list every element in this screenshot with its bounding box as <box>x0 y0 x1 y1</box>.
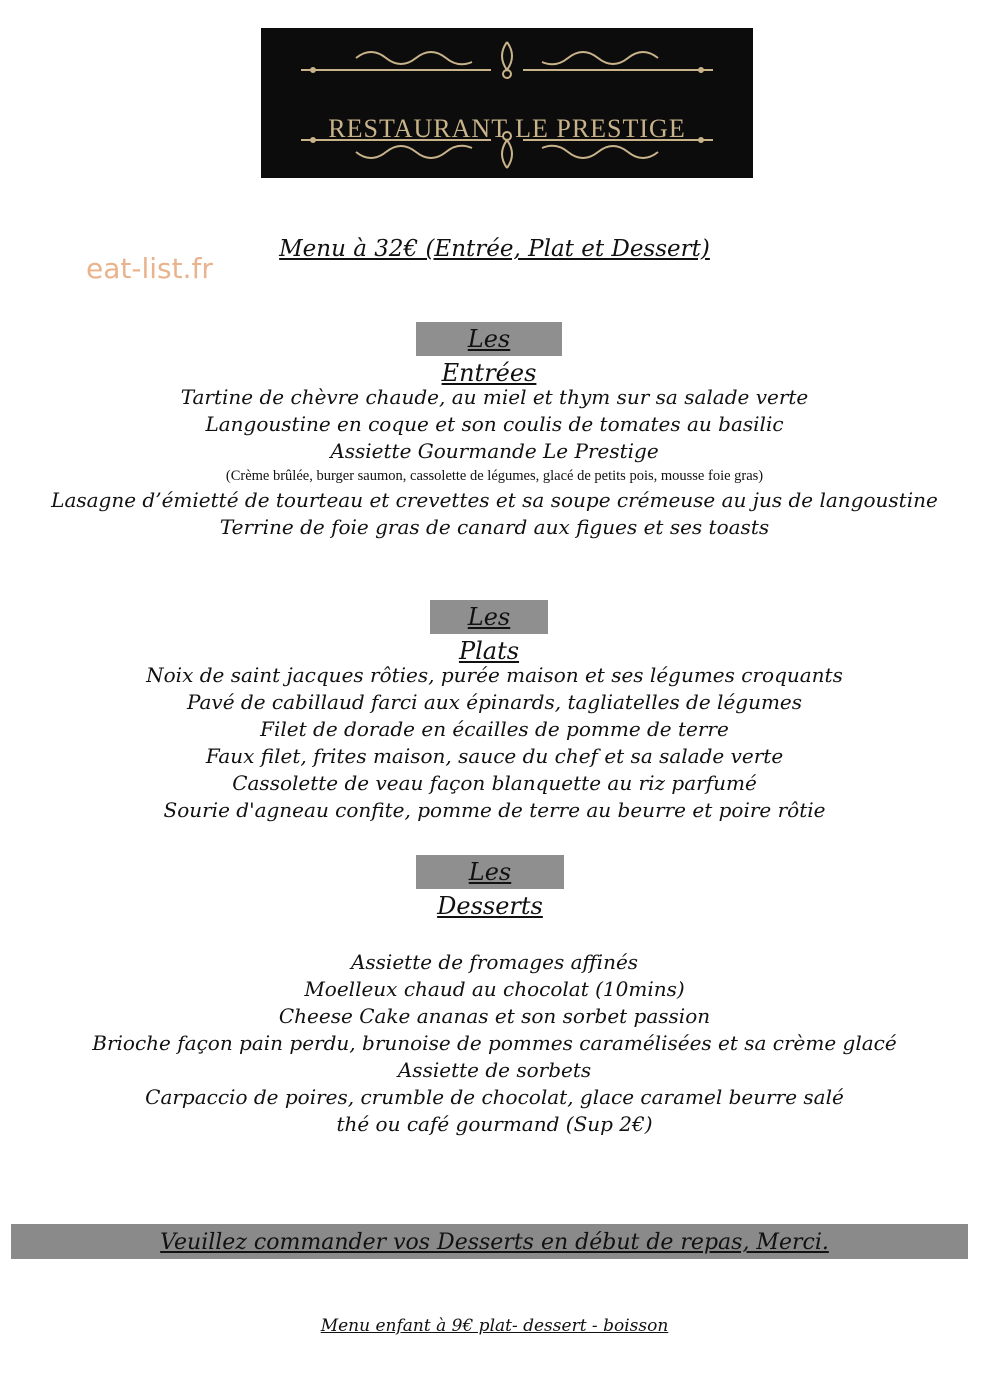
restaurant-logo <box>261 28 753 178</box>
menu-item: Assiette de sorbets <box>397 1058 592 1082</box>
menu-item-details: (Crème brûlée, burger saumon, cassolette de légumes, glacé de petits pois, mousse foie gras) <box>225 468 764 484</box>
menu-item: Tartine de chèvre chaude, au miel et thym sur sa salade verte <box>180 385 809 409</box>
section-heading-plats: Les Plats <box>430 600 548 634</box>
menu-item: Langoustine en coque et son coulis de tomates au basilic <box>205 412 784 436</box>
menu-item: Cassolette de veau façon blanquette au riz parfumé <box>232 771 757 795</box>
notice-text: Veuillez commander vos Desserts en début de repas, Merci. <box>160 1230 829 1255</box>
menu-item: Filet de dorade en écailles de pomme de terre <box>260 717 729 741</box>
menu-item: Lasagne d’émietté de tourteau et crevettes et sa soupe crémeuse au jus de langoustine <box>51 488 938 512</box>
menu-item: Moelleux chaud au chocolat (10mins) <box>304 977 685 1001</box>
restaurant-name: RESTAURANT LE PRESTIGE <box>328 114 686 143</box>
section-heading-entrees: Les Entrées <box>416 322 562 356</box>
menu-item: Sourie d'agneau confite, pomme de terre au beurre et poire rôtie <box>163 798 826 822</box>
menu-title: Menu à 32€ (Entrée, Plat et Dessert) <box>279 236 710 262</box>
plats-list <box>0 662 989 824</box>
menu-item: Terrine de foie gras de canard aux figues et ses toasts <box>219 515 770 539</box>
watermark: eat-list.fr <box>86 252 213 285</box>
ornament-icon <box>261 28 753 178</box>
menu-item: Faux filet, frites maison, sauce du chef et sa salade verte <box>205 744 784 768</box>
menu-item: thé ou café gourmand (Sup 2€) <box>336 1112 653 1136</box>
menu-item: Carpaccio de poires, crumble de chocolat, glace caramel beurre salé <box>145 1085 844 1109</box>
desserts-list <box>0 949 989 1138</box>
menu-item: Pavé de cabillaud farci aux épinards, tagliatelles de légumes <box>186 690 803 714</box>
menu-item: Assiette de fromages affinés <box>350 950 639 974</box>
menu-item: Assiette Gourmande Le Prestige <box>330 439 659 463</box>
entrees-list <box>0 384 989 541</box>
kids-menu: Menu enfant à 9€ plat- dessert - boisson <box>320 1316 669 1336</box>
menu-item: Noix de saint jacques rôties, purée maison et ses légumes croquants <box>146 663 843 687</box>
menu-item: Brioche façon pain perdu, brunoise de pommes caramélisées et sa crème glacé <box>92 1031 897 1055</box>
section-heading-desserts: Les Desserts <box>416 855 564 889</box>
menu-item: Cheese Cake ananas et son sorbet passion <box>278 1004 711 1028</box>
